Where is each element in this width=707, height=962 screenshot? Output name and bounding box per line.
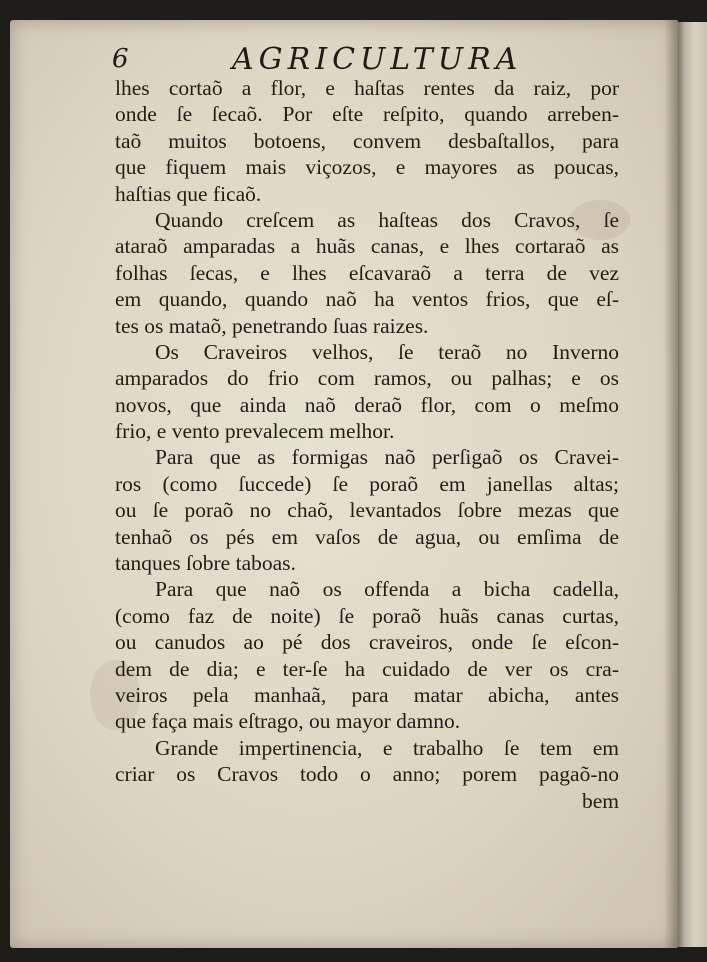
facing-page-edge (676, 22, 707, 947)
text-line: taõ muitos botoens, convem desbaſtallos, para (115, 128, 619, 153)
text-line: ataraõ amparadas a huãs canas, e lhes cortaraõ as (115, 234, 619, 259)
text-line: que faça mais eſtrago, ou mayor damno. (115, 709, 461, 734)
text-line: lhes cortaõ a flor, e haſtas rentes da raiz, por (115, 76, 619, 100)
text-line: haſtias que ficaõ. (115, 181, 262, 206)
text-line: ros (como ſuccede) ſe poraõ em janellas altas; (115, 471, 619, 496)
running-head: AGRICULTURA (232, 42, 523, 77)
text-line: Grande impertinencia, e trabalho ſe tem em (155, 735, 619, 760)
text-line: frio, e vento prevalecem melhor. (115, 419, 395, 444)
text-line: criar os Cravos todo o anno; porem pagaõ-no (115, 762, 619, 787)
text-line: folhas ſecas, e lhes eſcavaraõ a terra de vez (115, 260, 619, 285)
text-line: Quando creſcem as haſteas dos Cravos, ſe (155, 207, 619, 232)
text-line: dem de dia; e ter-ſe ha cuidado de ver os cra- (115, 656, 619, 681)
text-line: Os Craveiros velhos, ſe teraõ no Inverno (155, 339, 619, 364)
text-line: veiros pela manhaã, para matar abicha, antes (115, 682, 619, 707)
text-line: tes os mataõ, penetrando ſuas raizes. (115, 313, 429, 338)
text-line: Para que naõ os offenda a bicha cadella, (155, 577, 619, 602)
text-line: (como faz de noite) ſe poraõ huãs canas curtas, (115, 603, 619, 628)
body-text (115, 75, 619, 814)
text-line: amparados do frio com ramos, ou palhas; e os (115, 366, 619, 391)
gutter-shadow (664, 20, 678, 948)
page-number: 6 (112, 44, 129, 74)
text-line: que fiquem mais viçozos, e mayores as poucas, (115, 155, 619, 180)
text-line: Para que as formigas naõ perſigaõ os Cravei- (155, 445, 619, 470)
text-line: novos, que ainda naõ deraõ flor, com o meſmo (115, 392, 619, 417)
text-line: onde ſe ſecaõ. Por eſte reſpito, quando arreben- (115, 102, 619, 127)
text-line: ou canudos ao pé dos craveiros, onde ſe eſcon- (115, 630, 619, 655)
text-line: ou ſe poraõ no chaõ, levantados ſobre mezas que (115, 498, 619, 523)
catchword: bem (581, 788, 619, 813)
text-line: em quando, quando naõ ha ventos frios, que eſ- (115, 287, 619, 312)
text-line: tenhaõ os pés em vaſos de agua, ou emſima de (115, 524, 619, 549)
text-line: tanques ſobre taboas. (115, 551, 296, 576)
